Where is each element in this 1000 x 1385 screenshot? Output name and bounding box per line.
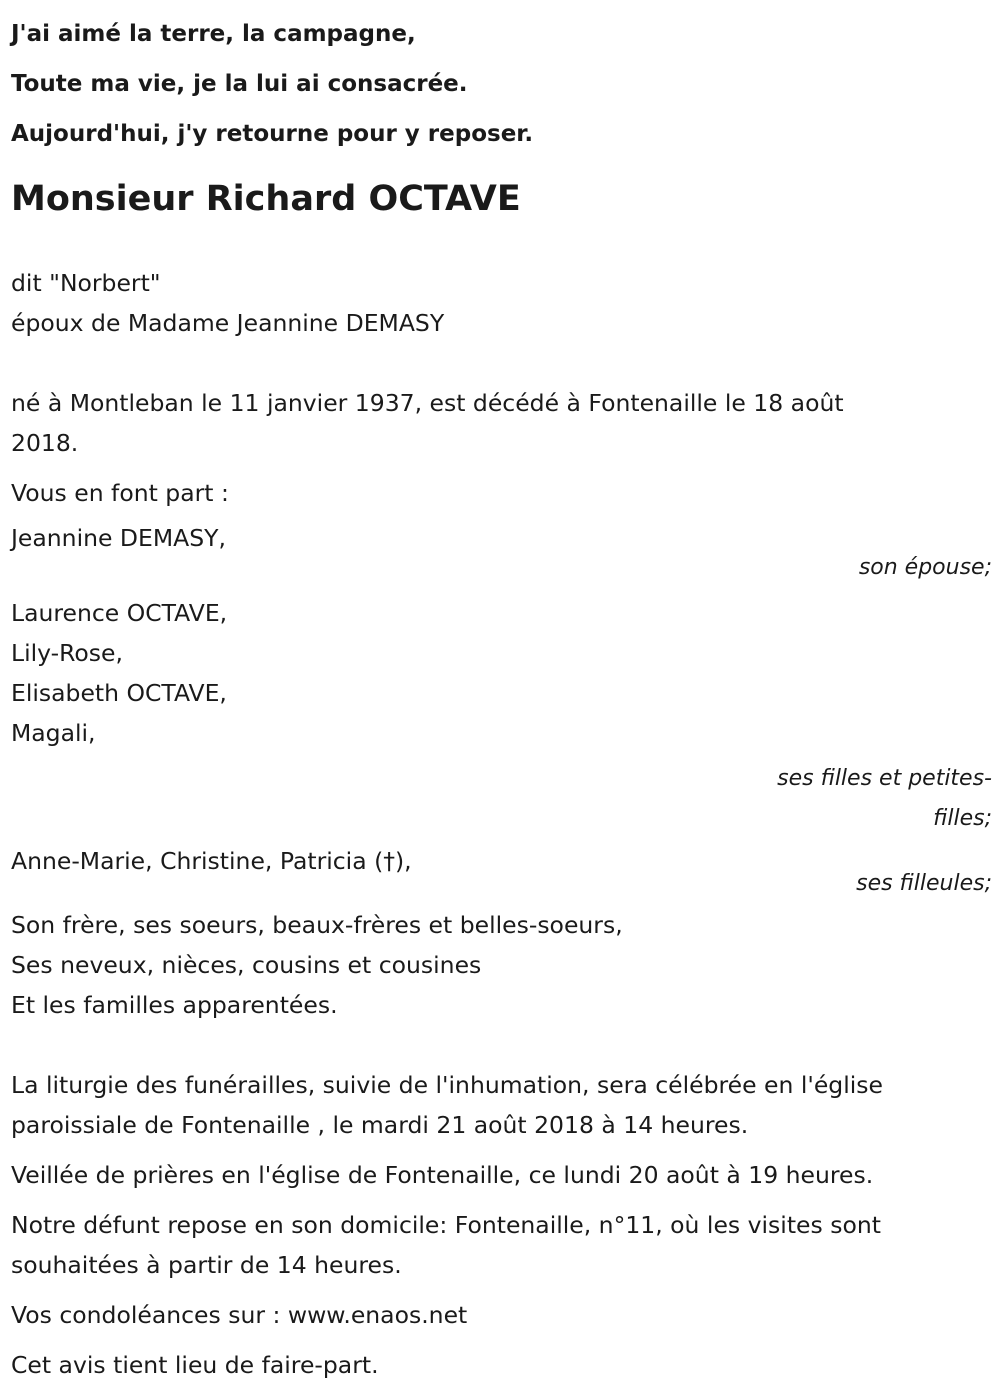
nickname: dit "Norbert" (11, 269, 161, 297)
family-group-daughters (11, 593, 992, 839)
liturgy-line-1: La liturgie des funérailles, suivie de l'inhumation, sera célébrée en l'église (11, 1071, 883, 1099)
spouse-line: époux de Madame Jeannine DEMASY (11, 309, 445, 337)
liturgy-line-2: paroissiale de Fontenaille , le mardi 21 août 2018 à 14 heures. (11, 1111, 749, 1139)
poem-line-2: Toute ma vie, je la lui ai consacrée. (11, 71, 468, 97)
family-relation: son épouse; (858, 555, 992, 580)
deceased-name: Monsieur Richard OCTAVE (11, 179, 521, 219)
funeral-info (11, 1065, 992, 1385)
family-group-spouse (11, 523, 992, 583)
rest-line-2: souhaitées à partir de 14 heures. (11, 1251, 402, 1279)
family-name: Magali, (11, 719, 96, 747)
announcement: Vous en font part : (11, 479, 229, 507)
cross-icon: † (383, 847, 395, 875)
family-name: Elisabeth OCTAVE, (11, 679, 227, 707)
rest-line-1: Notre défunt repose en son domicile: Fontenaille, n°11, où les visites sont (11, 1211, 881, 1239)
family-name: Laurence OCTAVE, (11, 599, 228, 627)
notice-line: Cet avis tient lieu de faire-part. (11, 1351, 379, 1379)
family-relation: ses filleules; (856, 871, 992, 896)
family-group-goddaughters (11, 839, 992, 896)
family-relation: ses filles et petites- (777, 766, 992, 791)
birth-death-line-2: 2018. (11, 429, 79, 457)
vigil-line: Veillée de prières en l'église de Fontenaille, ce lundi 20 août à 19 heures. (11, 1161, 874, 1189)
family-other-line: Et les familles apparentées. (11, 991, 338, 1019)
family-name: Jeannine DEMASY, (11, 524, 226, 552)
poem (11, 0, 992, 159)
poem-line-1: J'ai aimé la terre, la campagne, (11, 21, 416, 47)
poem-line-3: Aujourd'hui, j'y retourne pour y reposer. (11, 121, 534, 147)
family-other-line: Son frère, ses soeurs, beaux-frères et belles-soeurs, (11, 911, 623, 939)
family-other-line: Ses neveux, nièces, cousins et cousines (11, 951, 482, 979)
birth-death-line-1: né à Montleban le 11 janvier 1937, est décédé à Fontenaille le 18 août (11, 389, 844, 417)
family-others (11, 905, 992, 1025)
condolences-line: Vos condoléances sur : www.enaos.net (11, 1301, 468, 1329)
family-relation: filles; (933, 806, 992, 831)
goddaughters-names: Anne-Marie, Christine, Patricia ( (11, 847, 384, 875)
goddaughters-suffix: ), (395, 847, 412, 875)
family-name: Lily-Rose, (11, 639, 123, 667)
obituary-notice (11, 0, 992, 1385)
